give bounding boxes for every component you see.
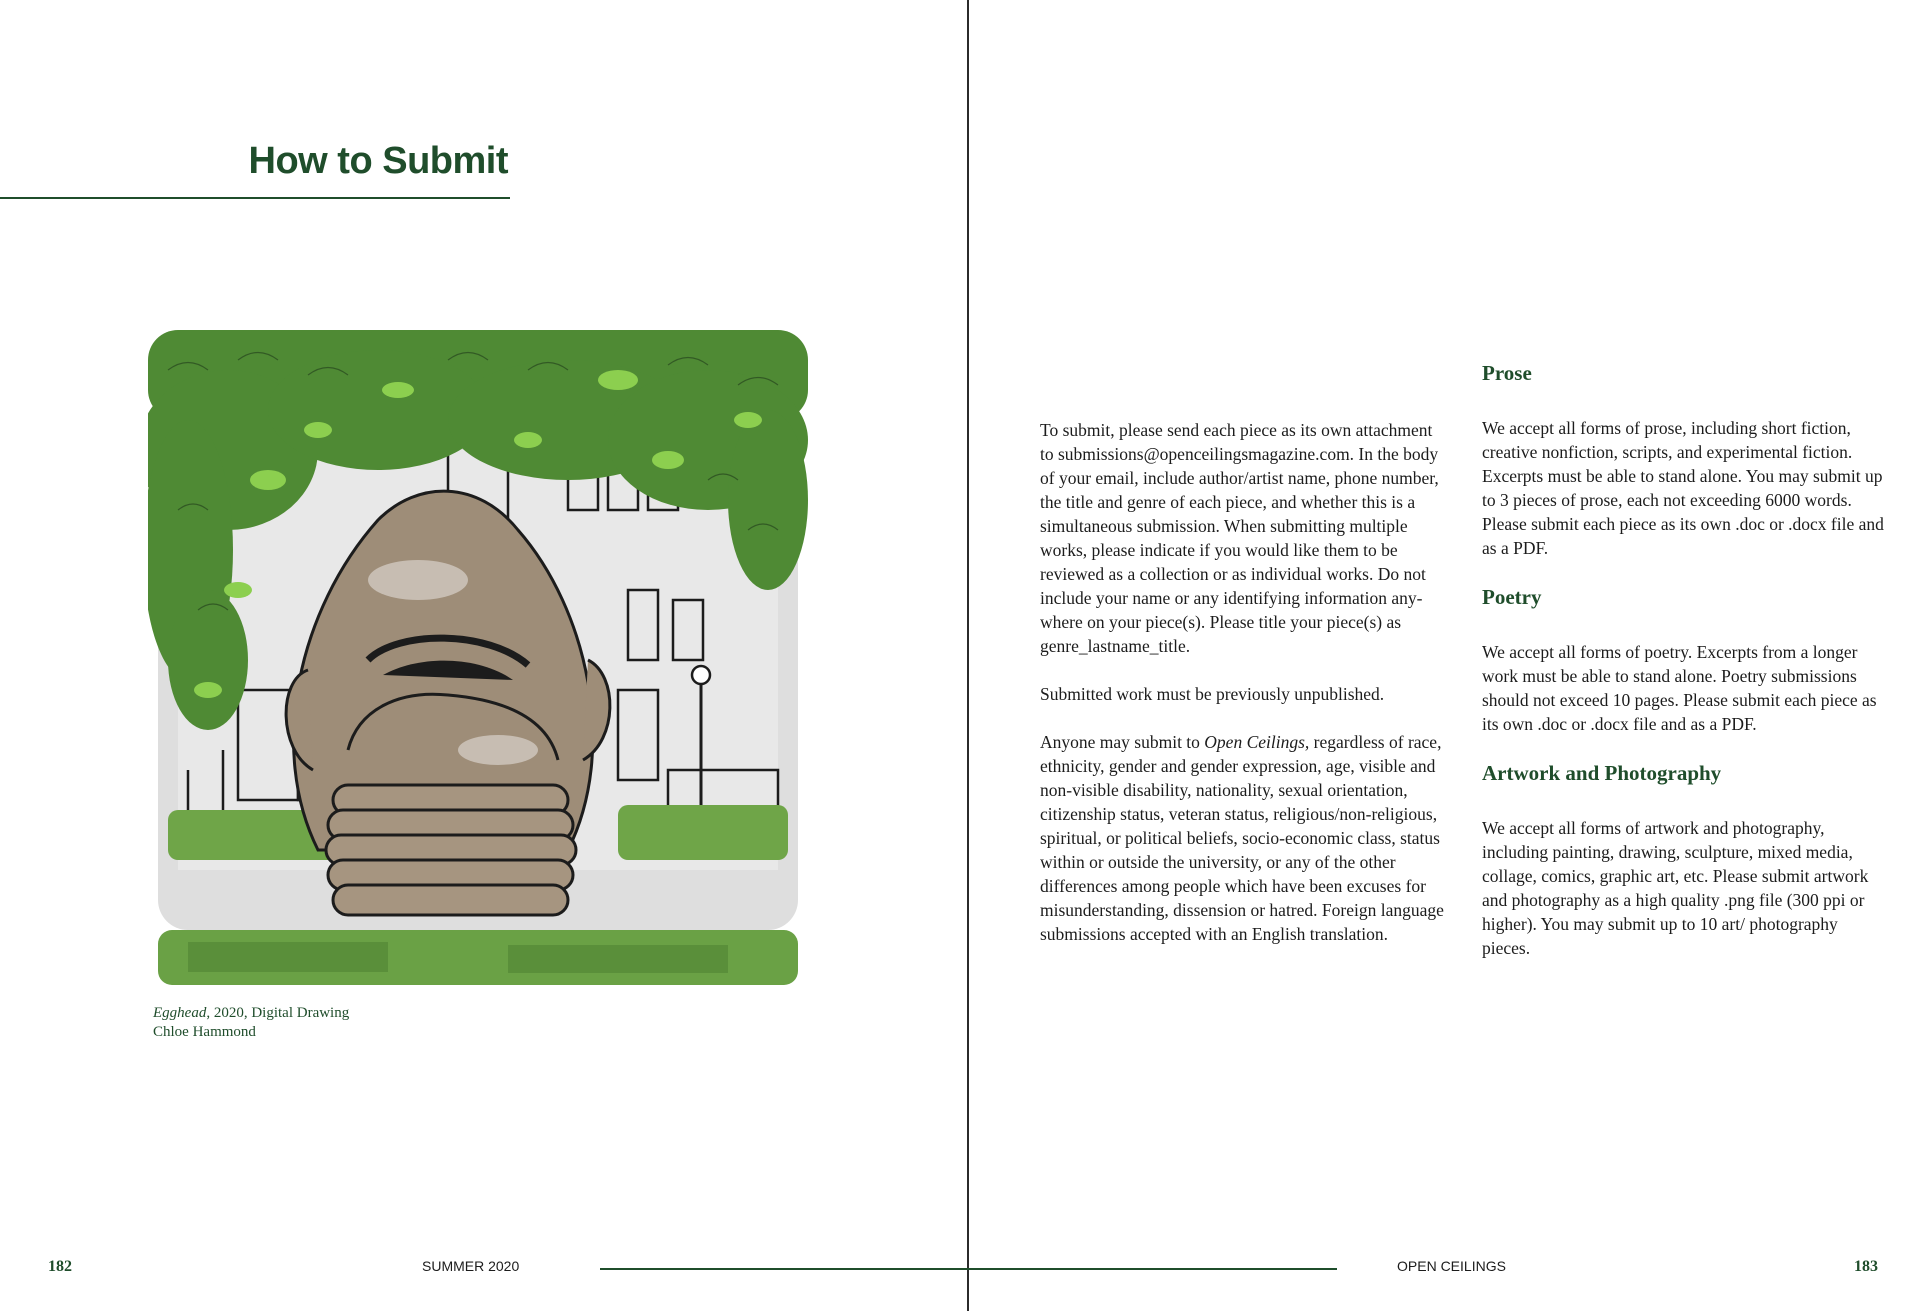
artist-name: Chloe Hammond [153,1024,256,1040]
right-page-number: 183 [1854,1258,1878,1275]
egghead-illustration [148,330,808,990]
left-page-number: 182 [48,1258,72,1275]
prose-heading: Prose [1482,361,1532,385]
prose-body: We accept all forms of prose, including short fiction, creative nonfiction, scripts, and experimental fiction. Excerpts must be able to stand alone. You may submit up to 3 pieces of prose, each not exceeding 6000 words. Please submit each piece as its own .doc or .docx file and as a PDF. [1482,418,1884,558]
page-title: How to Submit [248,140,508,182]
page-spine [967,0,969,1311]
unpublished-note: Submitted work must be previously unpublished. [1040,684,1385,704]
intro-paragraph: To submit, please send each piece as its own attachment to submissions@openceilingsmagazine.com. In the body of your email, include author/artist name, phone number, the title and genre of each piece, and whether this is a simultaneous submission. When submitting multiple works, please indicate if you would like them to be reviewed as a collection or as individual works. Do not include your name or any identifying information anywhere on your piece(s). Please title your piece(s) as genre_lastname_title. [1040,420,1439,656]
artwork-details: , 2020, Digital Drawing [206,1005,350,1021]
submission-guidelines [1040,418,1445,970]
artwork-caption [153,1004,349,1042]
artwork-heading: Artwork and Photography [1482,761,1722,785]
artwork-title: Egghead [153,1005,207,1021]
poetry-heading: Poetry [1482,585,1542,609]
right-running-head: OPEN CEILINGS [1397,1258,1506,1274]
left-running-head: SUMMER 2020 [422,1258,520,1274]
genre-requirements [1482,360,1887,984]
title-underline [0,197,510,199]
poetry-body: We accept all forms of poetry. Excerpts from a longer work must be able to stand alone. Poetry submissions should not exceed 10 pages. Please submit each piece as its own .doc or .docx file and as a PDF. [1482,642,1877,734]
footer-rule [600,1268,1337,1270]
inclusion-statement: Anyone may submit to Open Ceilings, regardless of race, ethnicity, gender and gender expression, age, visible and non-visible disability, nationality, sexual orientation, citizenship status, veteran status, religious/non-religious, spiritual, or political beliefs, socio-economic class, status within or outside the university, or any of the other differences among people which have been excuses for misunderstanding, dissension or hatred. Foreign language submissions accepted with an English translation. [1040,732,1444,944]
artwork-body: We accept all forms of artwork and photography, including painting, drawing, sculpture, mixed media, collage, comics, graphic art, etc. Please submit artwork and photography as a high quality .png file (300 ppi or higher). You may submit up to 10 art/ photography pieces. [1482,818,1869,958]
